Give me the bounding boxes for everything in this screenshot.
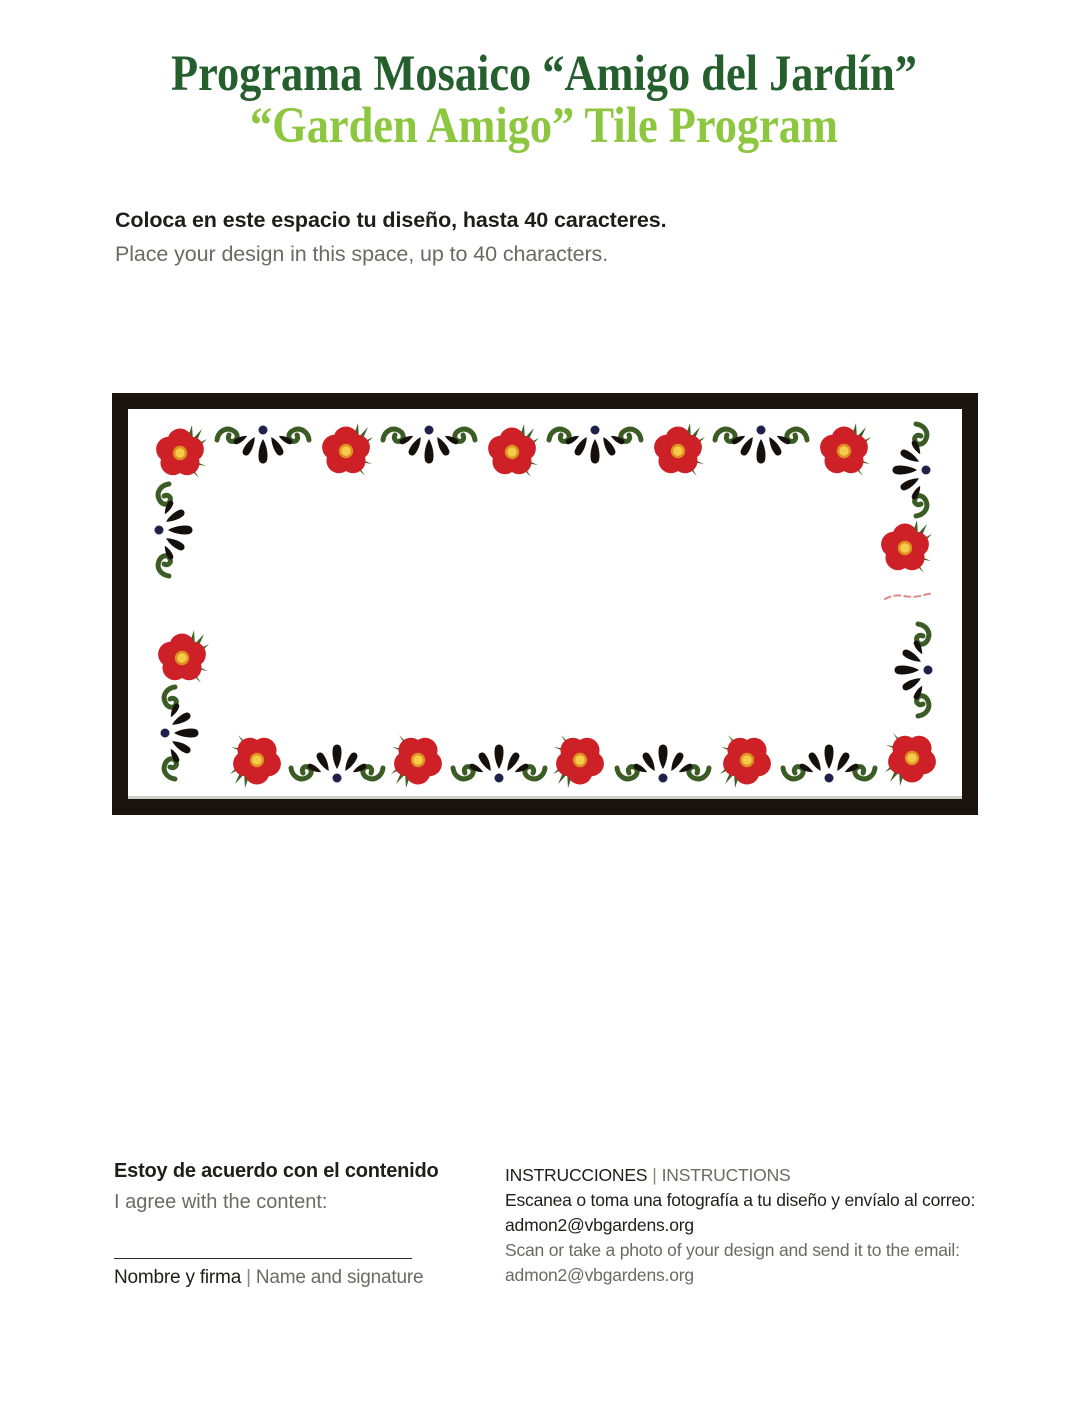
talavera-fan-motif-icon xyxy=(895,624,933,716)
instructions-heading-en: INSTRUCTIONS xyxy=(661,1165,791,1185)
agreement-text-es: Estoy de acuerdo con el contenido xyxy=(114,1160,439,1182)
design-entry-space xyxy=(208,449,882,759)
stray-red-mark xyxy=(885,594,934,599)
agreement-text-en: I agree with the content: xyxy=(114,1191,328,1213)
talavera-flower-icon xyxy=(156,425,207,478)
email-address-en: admon2@vbgardens.org xyxy=(505,1265,694,1285)
signature-label-es: Nombre y firma xyxy=(114,1267,242,1288)
talavera-fan-motif-icon xyxy=(161,687,199,779)
intro-text-es: Coloca en este espacio tu diseño, hasta 40 caracteres. xyxy=(115,208,667,232)
title-block xyxy=(0,48,1088,152)
talavera-flower-icon xyxy=(158,630,209,683)
instructions-block xyxy=(505,1163,1000,1288)
label-separator: | xyxy=(246,1267,251,1288)
tile-design-frame xyxy=(112,393,978,815)
instructions-heading-es: INSTRUCCIONES xyxy=(505,1165,648,1185)
instructions-body-es: Escanea o toma una fotografía a tu diseño y envíalo al correo: xyxy=(505,1190,976,1210)
agreement-block xyxy=(114,1160,454,1289)
talavera-fan-motif-icon xyxy=(155,484,193,576)
instructions-body-en: Scan or take a photo of your design and send it to the email: xyxy=(505,1240,960,1260)
signature-line xyxy=(114,1258,412,1259)
title-spanish: Programa Mosaico “Amigo del Jardín” xyxy=(171,46,917,102)
email-address-es: admon2@vbgardens.org xyxy=(505,1215,694,1235)
signature-labels xyxy=(114,1267,454,1289)
intro-block xyxy=(115,208,666,267)
talavera-fan-motif-icon xyxy=(893,424,931,516)
title-english: “Garden Amigo” Tile Program xyxy=(250,98,838,154)
intro-text-en: Place your design in this space, up to 40 characters. xyxy=(115,242,609,266)
talavera-flower-icon xyxy=(881,520,932,573)
heading-separator: | xyxy=(652,1165,657,1185)
talavera-flower-icon xyxy=(885,733,936,786)
instructions-heading xyxy=(505,1163,1000,1188)
signature-label-en: Name and signature xyxy=(255,1267,424,1288)
